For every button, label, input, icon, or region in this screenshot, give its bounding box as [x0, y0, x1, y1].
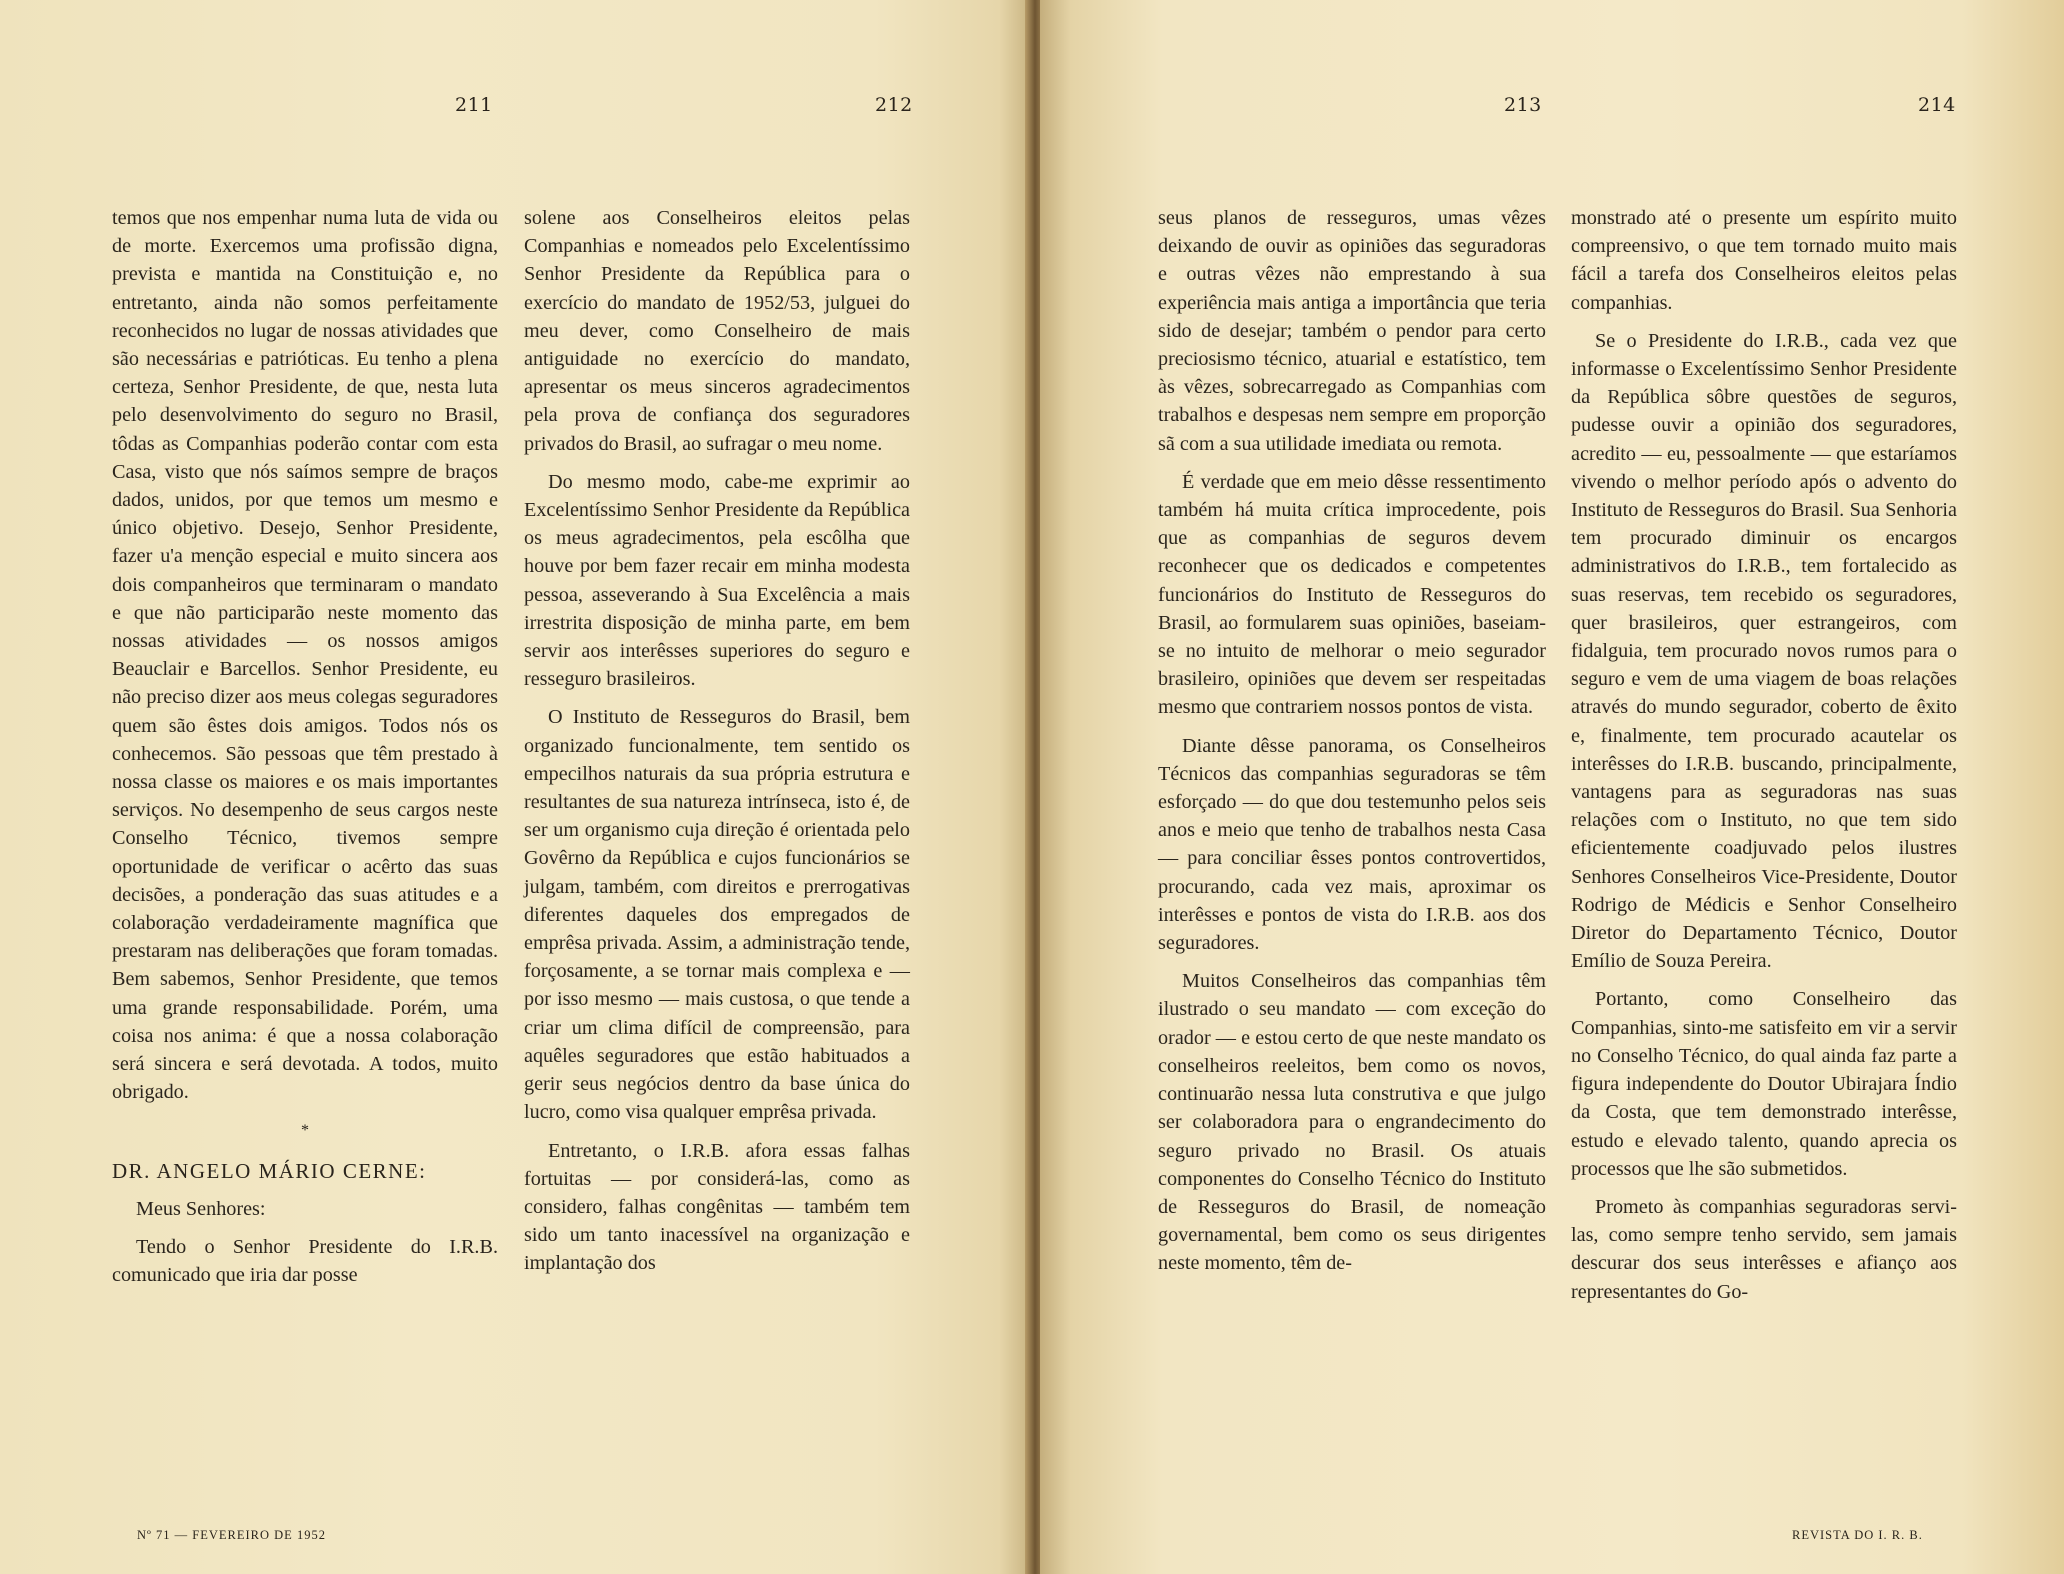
speaker-heading: DR. ANGELO MÁRIO CERNE: — [112, 1158, 427, 1183]
salutation: Meus Senhores: — [136, 1197, 266, 1220]
left-page — [0, 0, 1030, 1574]
paragraph: temos que nos empenhar numa luta de vida ou de morte. Exercemos uma profissão digna, prevista e mantida na Constituição e, no entretanto, ainda não somos perfeitamente reconhecidos no lugar de nossas atividades que são necessárias e patrióticas. Eu tenho a plena certeza, Senhor Presidente, de que, nesta luta pelo desenvolvimento do seguro no Brasil, tôdas as Companhias poderão contar com esta Casa, visto que nós saímos sempre de braços dados, unidos, por que temos um mesmo e único objetivo. Desejo, Senhor Presidente, fazer u'a menção especial e muito sincera aos dois companheiros que terminaram o mandato e que não participarão neste momento das nossas atividades — os nossos amigos Beauclair e Barcellos. Senhor Presidente, eu não preciso dizer aos meus colegas seguradores quem são êstes dois amigos. Todos nós os conhecemos. São pessoas que têm prestado à nossa classe os maiores e os mais importantes serviços. No desempenho de seus cargos neste Conselho Técnico, tivemos sempre oportunidade de verificar o acêrto das suas decisões, a ponderação das suas atitudes e a colaboração verdadeiramente magnífica que prestaram nas deliberações que foram tomadas. Bem sabemos, Senhor Presidente, que temos uma grande responsabilidade. Porém, uma coisa nos anima: é que a nossa colaboração será sincera e será devotada. A todos, muito obrigado. — [112, 207, 498, 1104]
paragraph: Diante dêsse panorama, os Conselheiros Técnicos das companhias seguradoras se têm esforçado — do que dou testemunho pelos seis anos e meio que tenho de trabalhos nesta Casa — para conciliar êsses pontos controvertidos, procurando, cada vez mais, aproximar os interêsses e pontos de vista do I.R.B. aos dos seguradores. — [1158, 734, 1546, 955]
column-page-214 — [1571, 204, 1957, 1316]
paragraph: Tendo o Senhor Presidente do I.R.B. comunicado que iria dar posse — [112, 1236, 498, 1287]
page-number-211: 211 — [455, 94, 493, 116]
page-number-214: 214 — [1918, 94, 1956, 116]
paragraph: monstrado até o presente um espírito muito compreensivo, o que tem tornado muito mais fácil a tarefa dos Conselheiros eleitos pelas companhias. — [1571, 207, 1957, 314]
paragraph: Se o Presidente do I.R.B., cada vez que informasse o Excelentíssimo Senhor Presidente da República sôbre questões de seguros, pudesse ouvir a opinião dos seguradores, acredito — eu, pessoalmente — que estaríamos vivendo o melhor período após o advento do Instituto de Resseguros do Brasil. Sua Senhoria tem procurado diminuir os encargos administrativos do I.R.B., tem fortalecido as suas reservas, tem recebido os seguradores, quer brasileiros, quer estrangeiros, com fidalguia, tem procurado novos rumos para o seguro e vem de uma viagem de boas relações através do mundo segurador, coberto de êxito e, finalmente, tem procurado acautelar os interêsses do I.R.B. buscando, principalmente, vantagens para as seguradoras nas suas relações com o Instituto, no que tem sido eficientemente coadjuvado pelos ilustres Senhores Conselheiros Vice-Presidente, Doutor Rodrigo de Médicis e Senhor Conselheiro Diretor do Departamento Técnico, Doutor Emílio de Souza Pereira. — [1571, 329, 1957, 973]
paragraph: Do mesmo modo, cabe-me exprimir ao Excelentíssimo Senhor Presidente da República os meus agradecimentos, pela escôlha que houve por bem fazer recair em minha modesta pessoa, asseverando à Sua Excelência a mais irrestrita disposição de minha parte, em bem servir aos interêsses superiores do seguro e resseguro brasileiros. — [524, 470, 910, 691]
page-number-213: 213 — [1504, 94, 1542, 116]
right-page — [1040, 0, 2064, 1574]
footer-journal: REVISTA DO I. R. B. — [1792, 1528, 1923, 1542]
column-page-212 — [524, 204, 910, 1288]
paragraph: É verdade que em meio dêsse ressentimento também há muita crítica improcedente, pois que as companhias de seguros devem reconhecer que os dedicados e competentes funcionários do Instituto de Resseguros do Brasil, ao formularem suas opiniões, baseiam-se no intuito de melhorar o meio segurador brasileiro, opiniões que devem ser respeitadas mesmo que contrariem nossos pontos de vista. — [1158, 470, 1546, 719]
paragraph: solene aos Conselheiros eleitos pelas Companhias e nomeados pelo Excelentíssimo Senhor Presidente da República para o exercício do mandato de 1952/53, julguei do meu dever, como Conselheiro de mais antiguidade no exercício do mandato, apresentar os meus sinceros agradecimentos pela prova de confiança dos seguradores privados do Brasil, ao sufragar o meu nome. — [524, 207, 910, 455]
footer-issue: Nº 71 — FEVEREIRO DE 1952 — [137, 1528, 326, 1542]
paragraph: Portanto, como Conselheiro das Companhias, sinto-me satisfeito em vir a servir no Conselho Técnico, do qual ainda faz parte a figura independente do Doutor Ubirajara Índio da Costa, que tem demonstrado interêsse, estudo e elevado talento, quando aprecia os processos que lhe são submetidos. — [1571, 988, 1957, 1180]
page-number-212: 212 — [875, 94, 913, 116]
paragraph: O Instituto de Resseguros do Brasil, bem organizado funcionalmente, tem sentido os empecilhos naturais da sua própria estrutura e resultantes de sua natureza intrínseca, isto é, de ser um organismo cuja direção é orientada pelo Govêrno da República e cujos funcionários se julgam, também, com direitos e prerrogativas diferentes daqueles dos empregados de emprêsa privada. Assim, a administração tende, forçosamente, a se tornar mais complexa e — por isso mesmo — mais custosa, o que tende a criar um clima difícil de compreensão, para aquêles seguradores que estão habituados a gerir seus negócios dentro da base única do lucro, como visa qualquer emprêsa privada. — [524, 706, 910, 1124]
section-separator: * — [301, 1121, 309, 1139]
paragraph: Muitos Conselheiros das companhias têm ilustrado o seu mandato — com exceção do orador — e estou certo de que neste mandato os conselheiros reeleitos, bem como os novos, continuarão nessa luta construtiva e que julgo ser colaboradora para o engrandecimento do seguro privado no Brasil. Os atuais componentes do Conselho Técnico do Instituto de Resseguros do Brasil, de nomeação governamental, bem como os seus dirigentes neste momento, têm de- — [1158, 970, 1546, 1275]
paragraph: Entretanto, o I.R.B. afora essas falhas fortuitas — por considerá-las, como as considero, falhas congênitas — também tem sido um tanto inacessível na organização e implantação dos — [524, 1139, 910, 1275]
paragraph: Prometo às companhias seguradoras servi-las, como sempre tenho servido, sem jamais descurar dos seus interêsses e afianço aos representantes do Go- — [1571, 1195, 1957, 1303]
column-page-211 — [112, 204, 498, 1300]
paragraph: seus planos de resseguros, umas vêzes deixando de ouvir as opiniões das seguradoras e outras vêzes não emprestando à sua experiência mais antiga a importância que teria sido de desejar; também o pendor para certo preciosismo técnico, atuarial e estatístico, tem às vêzes, sobrecarregado as Companhias com trabalhos e despesas nem sempre em proporção sã com a sua utilidade imediata ou remota. — [1158, 207, 1546, 455]
column-page-213 — [1158, 204, 1546, 1288]
